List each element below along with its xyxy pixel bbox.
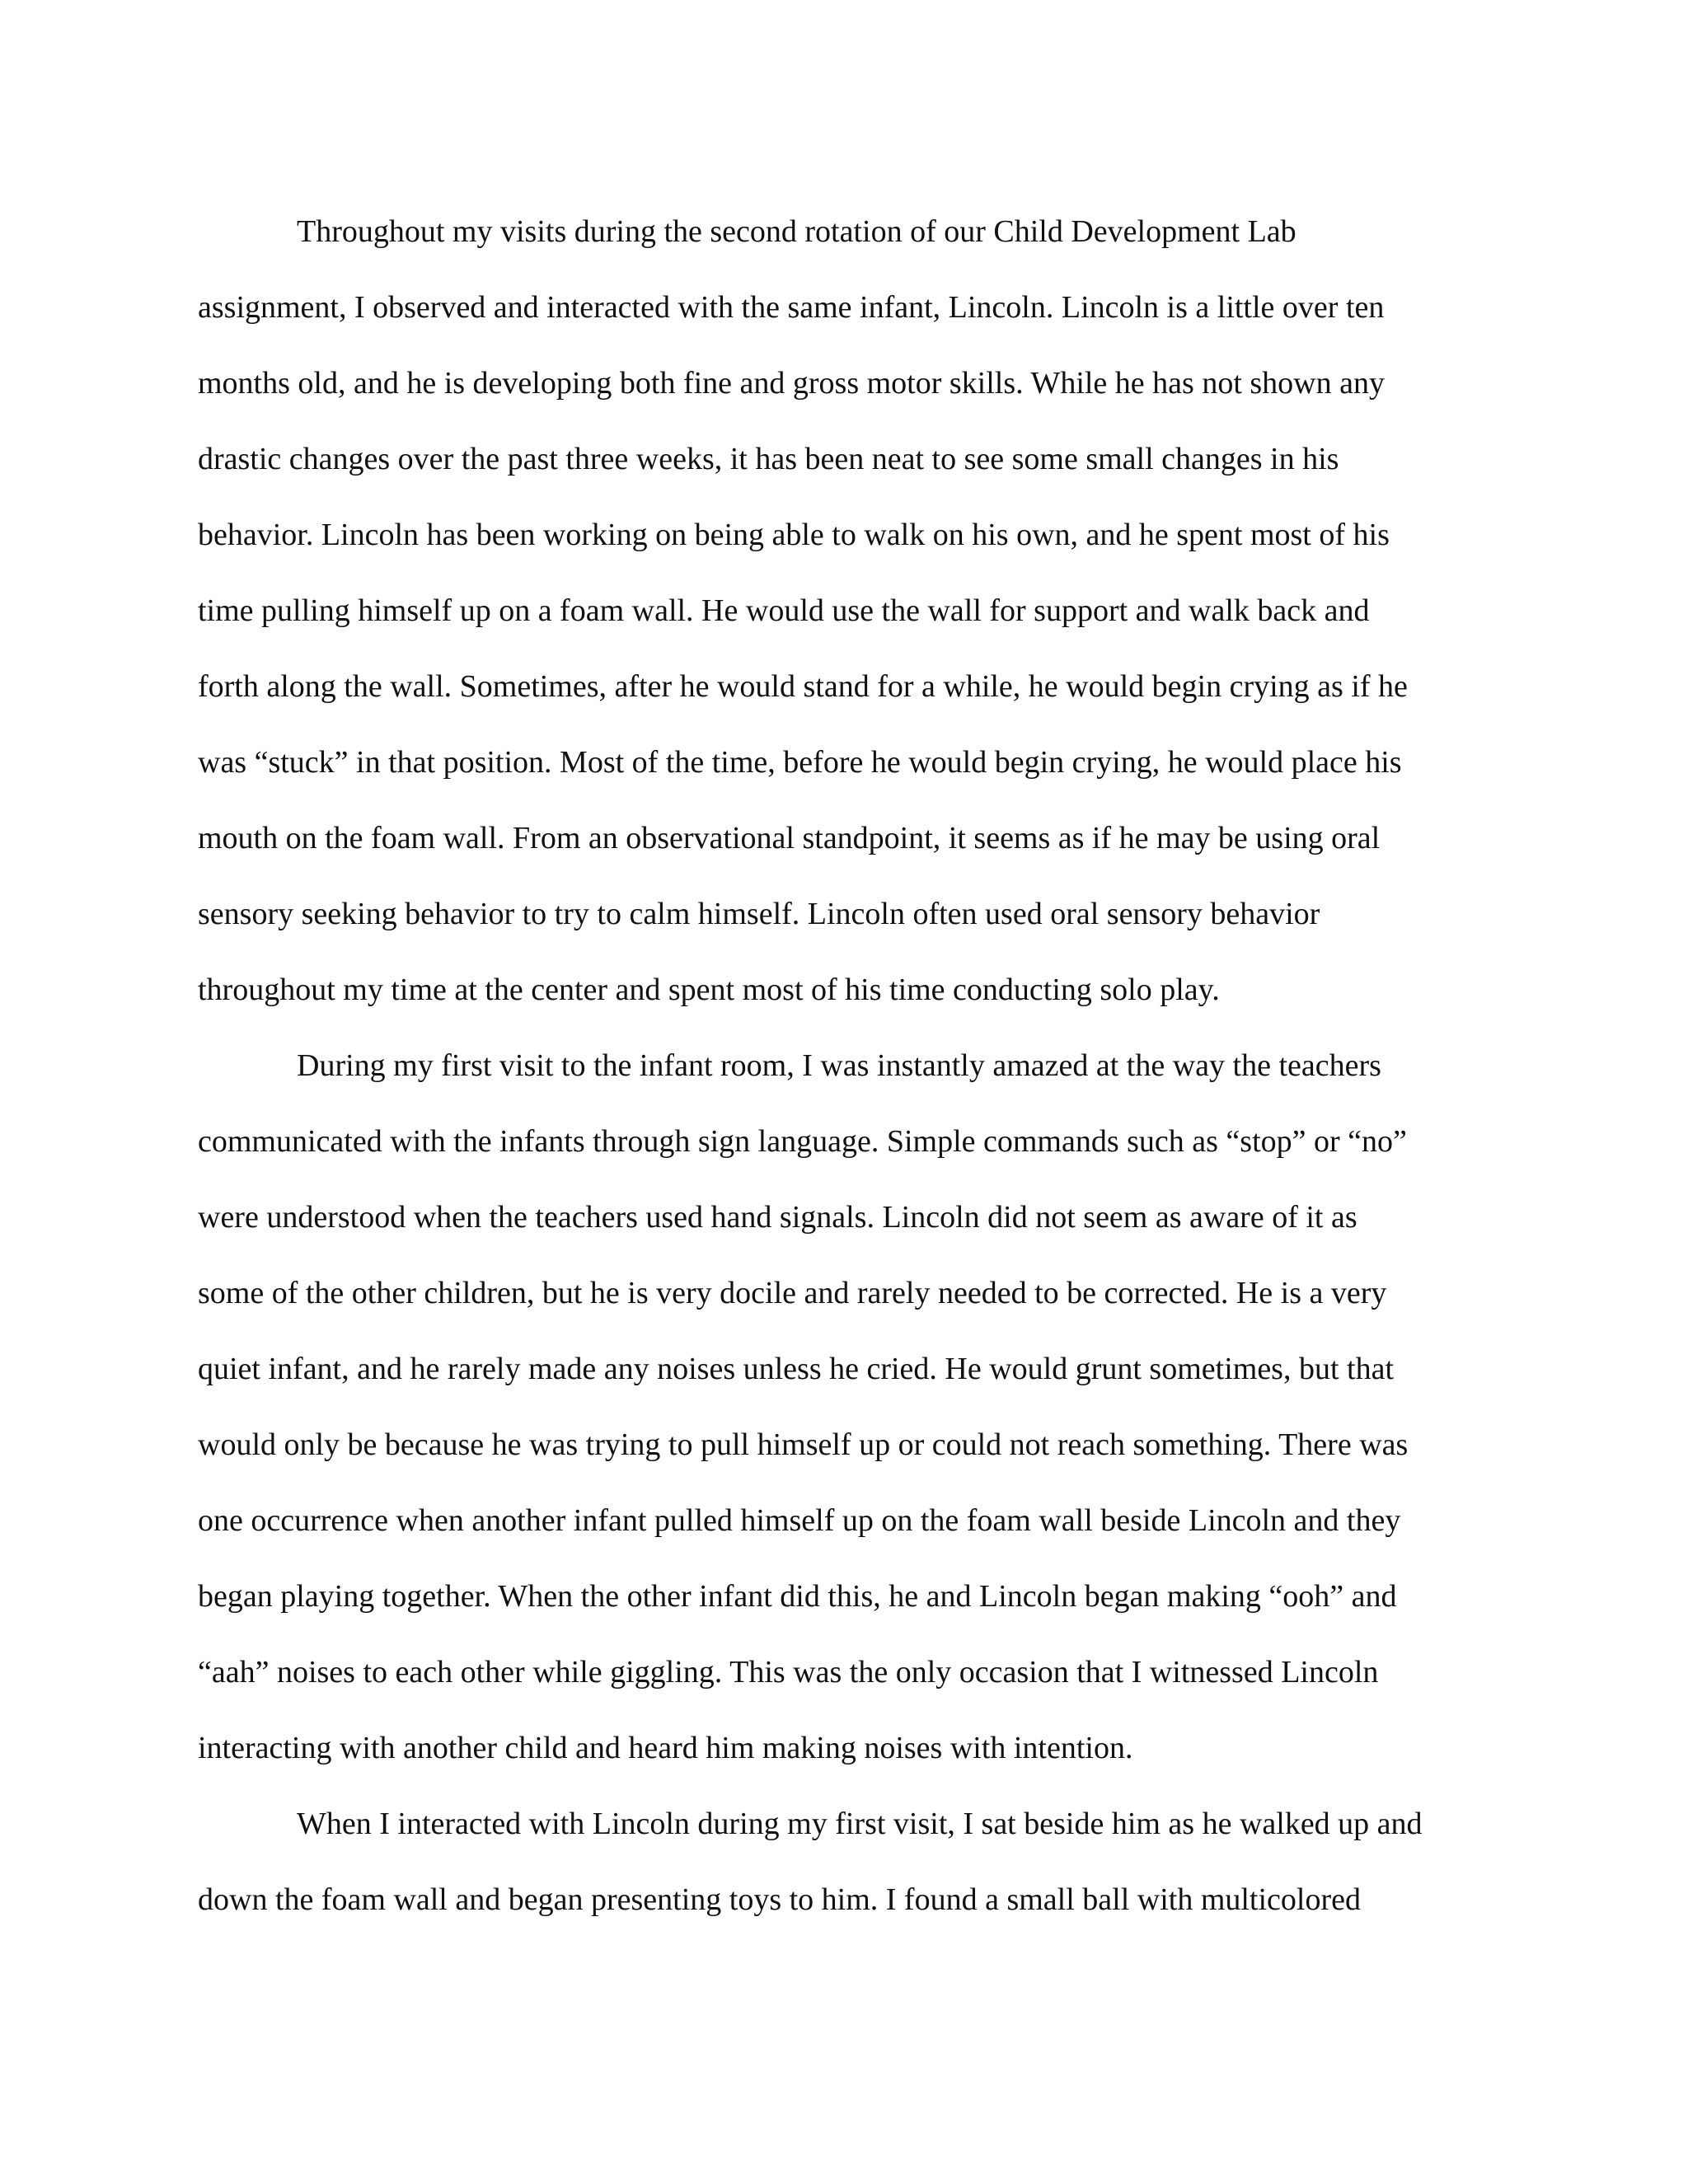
paragraph-2-line-8: began playing together. When the other infant did this, he and Lincoln began making “ooh” and: [198, 1579, 1397, 1614]
paragraph-2-line-2: communicated with the infants through sign language. Simple commands such as “stop” or “no”: [198, 1124, 1407, 1159]
paragraph-1-line-10: sensory seeking behavior to try to calm himself. Lincoln often used oral sensory behavior: [198, 897, 1320, 931]
paragraph-2-line-9: “aah” noises to each other while giggling. This was the only occasion that I witnessed Lincoln: [198, 1655, 1379, 1690]
paragraph-1-line-4: drastic changes over the past three weeks, it has been neat to see some small changes in his: [198, 442, 1339, 476]
paragraph-2-line-7: one occurrence when another infant pulled himself up on the foam wall beside Lincoln and they: [198, 1503, 1401, 1538]
paragraph-2-line-4: some of the other children, but he is very docile and rarely needed to be corrected. He is a very: [198, 1276, 1387, 1310]
paragraph-3-line-1: When I interacted with Lincoln during my first visit, I sat beside him as he walked up and: [297, 1807, 1423, 1841]
paragraph-2-line-10: interacting with another child and heard him making noises with intention.: [198, 1731, 1133, 1765]
paragraph-1-line-11: throughout my time at the center and spent most of his time conducting solo play.: [198, 972, 1220, 1007]
paragraph-2-line-1: During my first visit to the infant room, I was instantly amazed at the way the teachers: [297, 1048, 1381, 1083]
paragraph-1-line-6: time pulling himself up on a foam wall. He would use the wall for support and walk back and: [198, 593, 1370, 628]
paragraph-1-line-5: behavior. Lincoln has been working on being able to walk on his own, and he spent most of his: [198, 518, 1390, 552]
paragraph-1-line-7: forth along the wall. Sometimes, after he would stand for a while, he would begin crying as if he: [198, 669, 1408, 704]
paragraph-1-line-2: assignment, I observed and interacted with the same infant, Lincoln. Lincoln is a little over ten: [198, 290, 1385, 325]
body-text: [198, 194, 1492, 1938]
paragraph-2-line-3: were understood when the teachers used hand signals. Lincoln did not seem as aware of it as: [198, 1200, 1357, 1235]
paragraph-1-line-9: mouth on the foam wall. From an observational standpoint, it seems as if he may be using oral: [198, 821, 1381, 855]
paragraph-1-line-8: was “stuck” in that position. Most of the time, before he would begin crying, he would place his: [198, 745, 1402, 780]
paragraph-3-line-2: down the foam wall and began presenting toys to him. I found a small ball with multicolored: [198, 1882, 1361, 1917]
paragraph-1-line-3: months old, and he is developing both fine and gross motor skills. While he has not shown any: [198, 366, 1385, 401]
paragraph-2-line-6: would only be because he was trying to pull himself up or could not reach something. There was: [198, 1427, 1409, 1462]
paragraph-2-line-5: quiet infant, and he rarely made any noises unless he cried. He would grunt sometimes, but that: [198, 1352, 1395, 1386]
paragraph-1-line-1: Throughout my visits during the second rotation of our Child Development Lab: [297, 214, 1296, 249]
